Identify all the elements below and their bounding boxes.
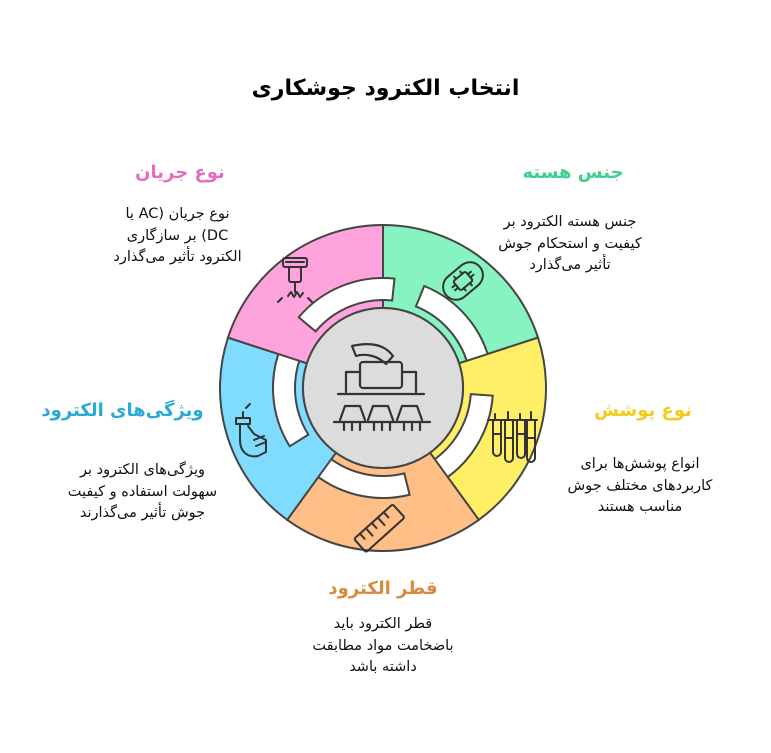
heading-electrode-diameter: قطر الکترود	[328, 578, 438, 599]
heading-coating-type: نوع پوشش	[594, 400, 692, 421]
heading-core-material: جنس هسته	[522, 162, 624, 183]
desc-core-material: جنس هسته الکترود بر کیفیت و استحکام جوش تأثیر می‌گذارد	[498, 214, 642, 273]
desc-coating-type: انواع پوشش‌ها برای کاربردهای مختلف جوش مناسب هستند	[567, 456, 713, 515]
desc-electrode-diameter: قطر الکترود باید باضخامت مواد مطابقت داشته باشد	[312, 616, 454, 675]
desc-current-type: نوع جریان (AC یا DC) بر سازگاری الکترود تأثیر می‌گذارد	[113, 206, 242, 265]
page-title: انتخاب الکترود جوشکاری	[251, 76, 520, 101]
heading-electrode-properties: ویژگی‌های الکترود	[41, 400, 204, 421]
heading-current-type: نوع جریان	[135, 162, 225, 183]
desc-electrode-properties: ویژگی‌های الکترود بر سهولت استفاده و کیفیت جوش تأثیر می‌گذارند	[67, 462, 218, 521]
